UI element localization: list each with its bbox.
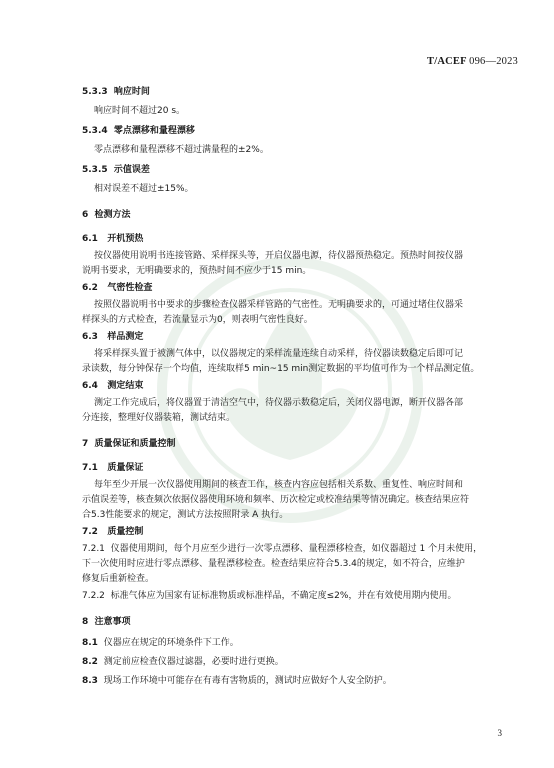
section-title: 样品测定 (107, 332, 144, 342)
section-number: 8 (82, 617, 89, 627)
section-heading-6 (82, 209, 131, 221)
paragraph-line: 合5.3性能要求的规定，测试方法按照附录 A 执行。 (82, 510, 289, 520)
section-title: 检测方法 (94, 210, 131, 220)
paragraph-line: 每年至少开展一次仪器使用期间的核查工作，核查内容应包括相关系数、重复性、响应时间和 (94, 480, 464, 490)
standard-code-prefix: T/ACEF (427, 56, 470, 67)
section-number: 6.4 (82, 381, 98, 391)
clause-8-1 (82, 637, 239, 649)
section-title: 零点漂移和量程漂移 (113, 126, 195, 136)
clause-text: 现场工作环境中可能存在有毒有害物质的，测试时应做好个人安全防护。 (103, 676, 392, 686)
paragraph-line: 示值误差等，核查频次依据仪器使用环境和频率、历次检定或校准结果等情况确定。核查结果应符 (82, 495, 470, 505)
paragraph-line: 按仪器使用说明书连接管路、采样探头等，开启仪器电源，待仪器预热稳定。预热时间按仪器 (94, 251, 464, 261)
clause-text: 仪器应在规定的环境条件下工作。 (103, 638, 239, 648)
section-number: 6.1 (82, 234, 98, 244)
section-heading-6-3 (82, 331, 143, 343)
section-title: 质量保证 (107, 463, 144, 473)
clause-number: 7.2.2 (82, 591, 105, 601)
paragraph-line: 下一次使用时应进行零点漂移、量程漂移检查。检查结果应符合5.3.4的规定，如不符合，应维护 (82, 559, 465, 569)
clause-text: 测定前应检查仪器过滤器，必要时进行更换。 (103, 657, 284, 667)
clause-number: 8.3 (82, 676, 98, 686)
section-title: 响应时间 (113, 87, 150, 97)
section-title: 测定结束 (107, 381, 144, 391)
section-title: 注意事项 (94, 617, 131, 627)
section-number: 5.3.3 (82, 87, 108, 97)
paragraph-line: 零点漂移和量程漂移不超过满量程的±2%。 (94, 145, 269, 155)
section-heading-5-3-5 (82, 164, 150, 176)
section-title: 质量保证和质量控制 (94, 439, 176, 449)
section-title: 示值误差 (113, 165, 150, 175)
paragraph-line: 样探头的方式检查，若流量显示为0，则表明气密性良好。 (82, 315, 313, 325)
section-title: 质量控制 (107, 527, 144, 537)
paragraph-line: 说明书要求，无明确要求的，预热时间不应少于15 min。 (82, 266, 312, 276)
section-heading-7 (82, 438, 176, 450)
paragraph-line: 相对误差不超过±15%。 (94, 184, 194, 194)
paragraph-line: 将采样探头置于被测气体中，以仪器规定的采样流量连续自动采样，待仪器读数稳定后即可记 (94, 349, 464, 359)
section-heading-6-2 (82, 282, 152, 294)
clause-number: 8.2 (82, 657, 98, 667)
paragraph-line: 分连接，整理好仪器装箱，测试结束。 (82, 413, 236, 423)
section-heading-7-1 (82, 462, 143, 474)
paragraph-line: 按照仪器说明书中要求的步骤检查仪器采样管路的气密性。无明确要求的，可通过堵住仪器采 (94, 300, 464, 310)
section-heading-6-1 (82, 233, 143, 245)
section-number: 7 (82, 439, 89, 449)
standard-code-suffix: 096—2023 (469, 56, 518, 67)
page-number: 3 (497, 728, 502, 738)
paragraph-line: 修复后重新检查。 (82, 574, 155, 584)
paragraph-line: 响应时间不超过20 s。 (94, 106, 186, 116)
section-number: 5.3.5 (82, 165, 108, 175)
section-title: 气密性检查 (107, 283, 153, 293)
standard-code (427, 56, 518, 67)
clause-text: 仪器使用期间，每个月应至少进行一次零点漂移、量程漂移检查，如仪器超过 1 个月未使用， (110, 544, 483, 554)
section-heading-5-3-4 (82, 125, 195, 137)
section-heading-5-3-3 (82, 86, 150, 98)
paragraph-line: 录读数，每分钟保存一个均值，连续取样5 min~15 min测定数据的平均值可作为一个样品测定值。 (82, 364, 480, 374)
section-number: 6 (82, 210, 89, 220)
clause-8-2 (82, 656, 284, 668)
section-number: 7.1 (82, 463, 98, 473)
clause-7-2-2 (82, 590, 456, 602)
section-number: 6.3 (82, 332, 98, 342)
section-heading-8 (82, 616, 131, 628)
clause-number: 7.2.1 (82, 544, 105, 554)
section-heading-6-4 (82, 380, 143, 392)
section-title: 开机预热 (107, 234, 144, 244)
clause-7-2-1 (82, 543, 482, 555)
clause-text: 标准气体应为国家有证标准物质或标准样品，不确定度≤2%，并在有效使用期内使用。 (110, 591, 457, 601)
section-number: 6.2 (82, 283, 98, 293)
section-number: 5.3.4 (82, 126, 108, 136)
section-number: 7.2 (82, 527, 98, 537)
section-heading-7-2 (82, 526, 143, 538)
clause-number: 8.1 (82, 638, 98, 648)
clause-8-3 (82, 675, 392, 687)
paragraph-line: 测定工作完成后，将仪器置于清洁空气中，待仪器示数稳定后，关闭仪器电源，断开仪器各部 (94, 398, 464, 408)
